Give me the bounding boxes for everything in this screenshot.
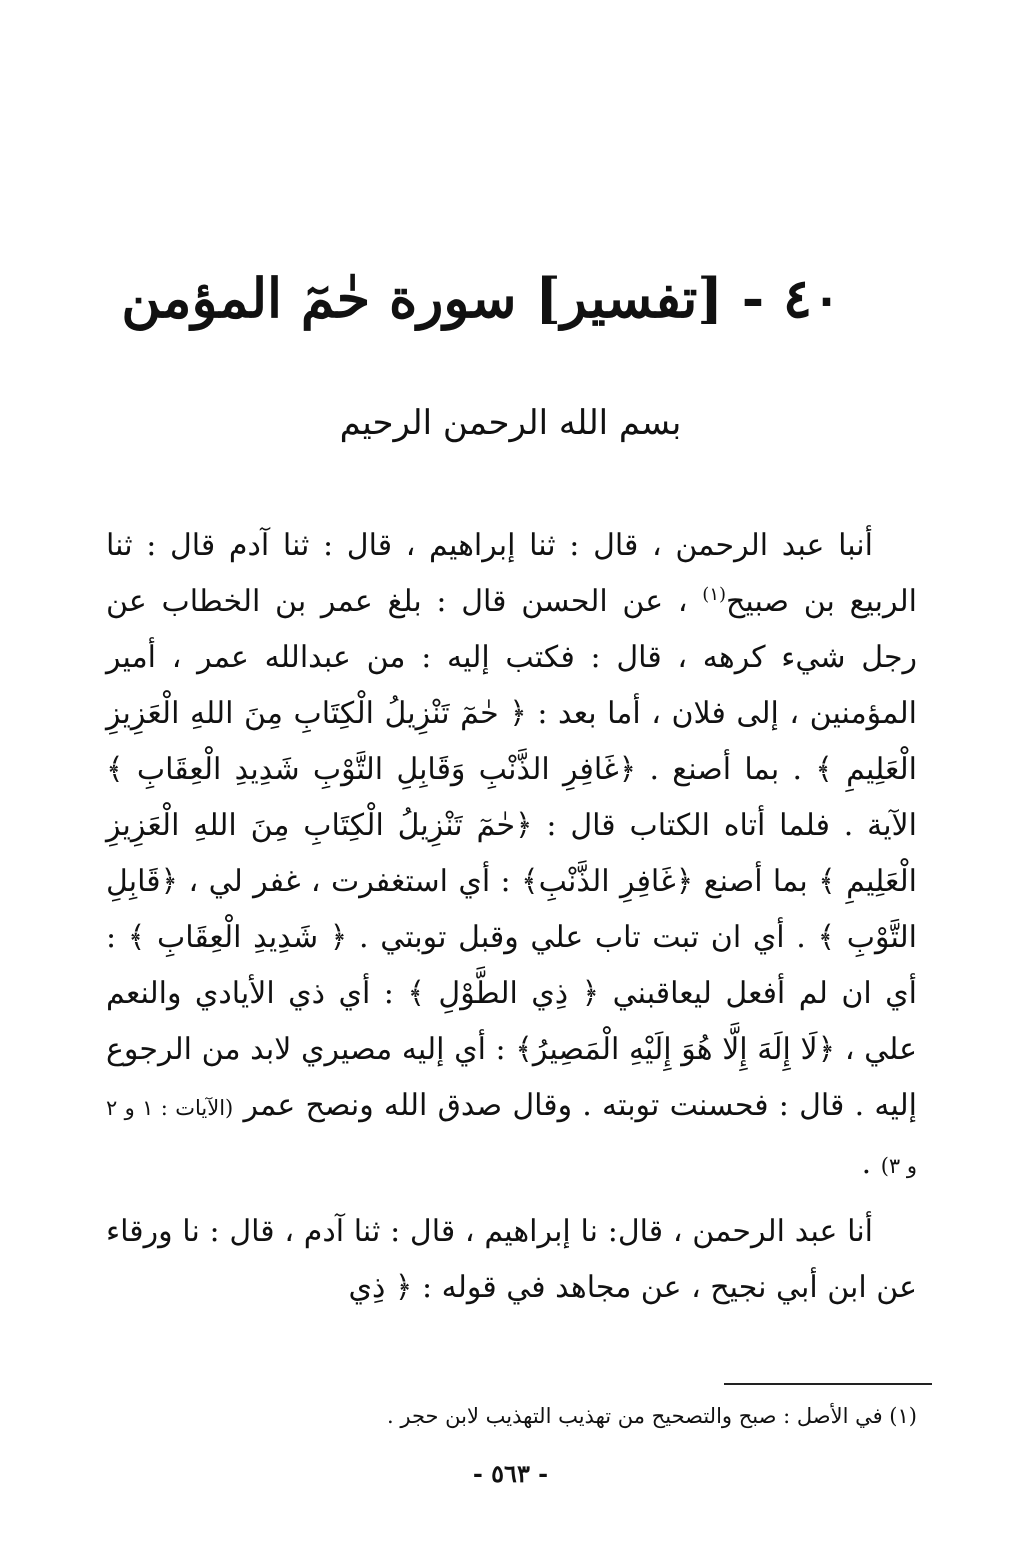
body-text <box>106 518 917 1316</box>
footnote-reference-1: (١) <box>702 584 727 605</box>
basmala: بسم الله الرحمن الرحيم <box>339 403 682 443</box>
chapter-title: ٤٠ - [تفسير] سورة حٰمٓ المؤمن <box>121 266 841 330</box>
paragraph-2: أنا عبد الرحمن ، قال: نا إبراهيم ، قال : ثنا آدم ، قال : نا ورقاء عن ابن أبي نجيح ، عن مجاهد في قوله : ﴿ ذِي <box>106 1214 917 1305</box>
paragraph-1-text: ، عن الحسن قال : بلغ عمر بن الخطاب عن رجل شيء كرهه ، قال : فكتب إليه : من عبدالله عمر ، أمير المؤمنين ، إلى فلان ، أما بعد : ﴿ حٰمٓ تَنْزِيلُ الْكِتَابِ مِنَ اللهِ الْعَزِيزِ الْعَلِيمِ ﴾ . بما أصنع . ﴿غَافِرِ الذَّنْبِ وَقَابِلِ التَّوْبِ شَدِيدِ الْعِقَابِ ﴾ الآية . فلما أتاه الكتاب قال : ﴿حٰمٓ تَنْزِيلُ الْكِتَابِ مِنَ اللهِ الْعَزِيزِ الْعَلِيمِ ﴾ بما أصنع ﴿غَافِرِ الذَّنْبِ﴾ : أي استغفرت ، غفر لي ، ﴿قَابِلِ التَّوْبِ ﴾ . أي ان تبت تاب علي وقبل توبتي . ﴿ شَدِيدِ الْعِقَابِ ﴾ : أي ان لم أفعل ليعاقبني ﴿ ذِي الطَّوْلِ ﴾ : أي ذي الأيادي والنعم علي ، ﴿لَا إِلَهَ إِلَّا هُوَ إِلَيْهِ الْمَصِيرُ﴾ : أي إليه مصيري لابد من الرجوع إليه . قال : فحسنت توبته . وقال صدق الله ونصح عمر <box>106 584 917 1123</box>
paragraph-1-opening: أنبا عبد الرحمن ، قال : ثنا إبراهيم ، قال : ثنا آدم قال : ثنا الربيع بن صبيح <box>106 528 918 619</box>
paragraph-1-end: . <box>861 1146 872 1181</box>
verse-references: (الآيات : ١ و ٢ و ٣) <box>106 1096 917 1178</box>
footnote-1: (١) في الأصل : صبح والتصحيح من تهذيب التهذيب لابن حجر . <box>387 1404 917 1428</box>
footnote-divider <box>724 1383 932 1385</box>
paragraph-1 <box>106 518 917 1194</box>
page-number: - ٥٦٣ - <box>472 1459 549 1488</box>
